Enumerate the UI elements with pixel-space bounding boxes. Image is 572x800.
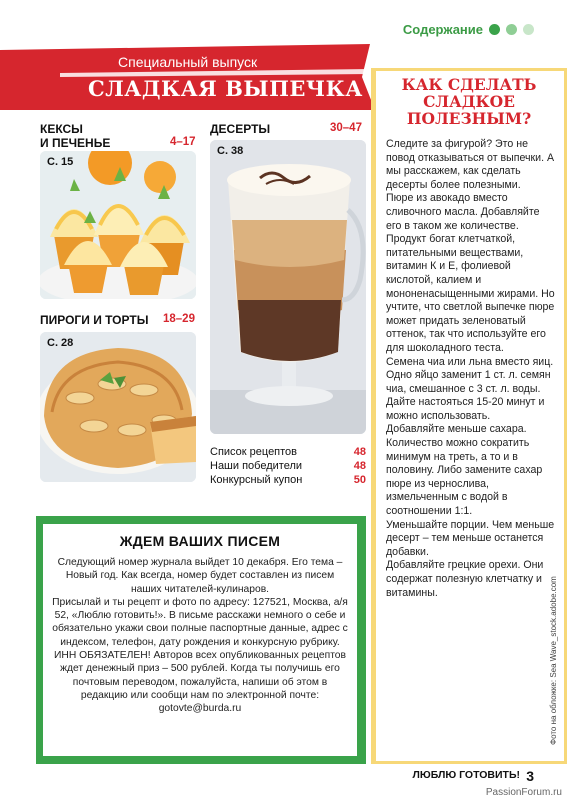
ribbon-subtitle: Специальный выпуск	[118, 54, 258, 70]
pies-title: ПИРОГИ И ТОРТЫ	[40, 313, 149, 327]
letters-paragraph: ИНН ОБЯЗАТЕЛЕН! Авторов всех опубликованных рецептов ждет денежный приз – 500 рублей. Когда ты получишь его почтовым переводом, пожалуйста, напиши об этом в редакцию или сообщи нам по электронной почте: gotovte@burda.ru	[54, 650, 346, 715]
cupcakes-illustration	[40, 151, 196, 299]
desserts-pages[interactable]: 30–47	[330, 122, 362, 134]
ribbon-title: СЛАДКАЯ ВЫПЕЧКА	[88, 76, 363, 101]
toc-extra-page: 50	[353, 474, 366, 486]
header-dot-3	[523, 24, 534, 35]
article-paragraph: Пюре из авокадо вместо сливочного масла. Добавляйте его в таком же количестве. Продукт богат клетчаткой, питательными веществами, витамин К и Е, фолиевой кислотой, калием и мононенасыщенными жирами. Но учтите, что светлой выпечке пюре может придать зеленоватый оттенок, так что используйте его для шоколадного теста.	[386, 192, 555, 354]
section-title: Содержание	[402, 22, 483, 37]
article-paragraph: Добавляйте грецкие орехи. Они содержат полезную клетчатку и витамины.	[386, 559, 544, 599]
special-issue-ribbon	[0, 44, 375, 110]
pies-page-label: С. 28	[47, 337, 74, 349]
apple-pie-illustration	[40, 332, 196, 482]
toc-extra-item[interactable]	[210, 459, 366, 473]
toc-extra-label: Список рецептов	[210, 446, 298, 458]
cupcakes-photo[interactable]	[40, 151, 196, 299]
toc-extra-label: Конкурсный купон	[210, 474, 303, 486]
toc-extra-item[interactable]	[210, 473, 366, 487]
letters-title: ЖДЕМ ВАШИХ ПИСЕМ	[119, 533, 281, 549]
cupcakes-pages[interactable]: 4–17	[170, 136, 196, 148]
desserts-photo[interactable]	[210, 140, 366, 434]
header-dot-1	[489, 24, 500, 35]
pies-photo[interactable]	[40, 332, 196, 482]
watermark: PassionForum.ru	[485, 787, 562, 798]
page-number: 3	[526, 768, 534, 784]
magazine-name: ЛЮБЛЮ ГОТОВИТЬ!	[412, 769, 520, 781]
header-dot-2	[506, 24, 517, 35]
article-body	[386, 138, 556, 600]
article-paragraph: Уменьшайте порции. Чем меньше десерт – тем меньше останется добавки.	[386, 518, 555, 558]
toc-extra-label: Наши победители	[210, 460, 303, 472]
desserts-page-label: С. 38	[217, 145, 244, 157]
toc-extra-page: 48	[353, 446, 366, 458]
cupcakes-title	[40, 122, 110, 150]
desserts-title: ДЕСЕРТЫ	[210, 122, 271, 136]
letters-paragraph: Следующий номер журнала выйдет 10 декабря. Его тема – Новый год. Как всегда, номер будет составлен из писем наших читателей-кулинаров.	[57, 557, 343, 595]
cupcakes-page-label: С. 15	[47, 156, 74, 168]
article-paragraph: Семена чиа или льна вместо яиц. Одно яйцо заменит 1 ст. л. семян чиа, смешанное с 3 ст. л. воды. Дайте настояться 15-20 минут и можно использовать.	[386, 355, 554, 422]
toc-extra-page: 48	[353, 460, 366, 472]
section-header	[403, 22, 534, 37]
article-paragraph: Следите за фигурой? Это не повод отказываться от выпечки. А мы расскажем, как сделать десерты более полезными.	[386, 138, 555, 191]
letters-text	[50, 556, 350, 716]
latte-glass-illustration	[210, 140, 366, 434]
toc-extra-list	[210, 445, 366, 487]
cupcakes-title-line2: И ПЕЧЕНЬЕ	[40, 136, 111, 150]
letters-paragraph: Присылай и ты рецепт и фото по адресу: 127521, Москва, а/я 52, «Люблю готовить!». В письме расскажи немного о себе и обязательно укажи свои полные паспортные данные, адрес с индексом, телефон, дату рождения и конкурсную рубрику.	[52, 596, 348, 648]
cupcakes-title-line1: КЕКСЫ	[40, 122, 83, 136]
toc-extra-item[interactable]	[210, 445, 366, 459]
pies-pages[interactable]: 18–29	[163, 313, 195, 325]
article-title: КАК СДЕЛАТЬ СЛАДКОЕ ПОЛЕЗНЫМ?	[401, 75, 537, 128]
article-paragraph: Добавляйте меньше сахара. Количество можно сократить минимум на треть, а то и в половину. Либо замените сахар пюре из чернослива, измельченным с водой в соотношении 1:1.	[386, 423, 543, 518]
photo-credit: Фото на обложке: Sea Wave_stock.adobe.com	[549, 576, 558, 745]
